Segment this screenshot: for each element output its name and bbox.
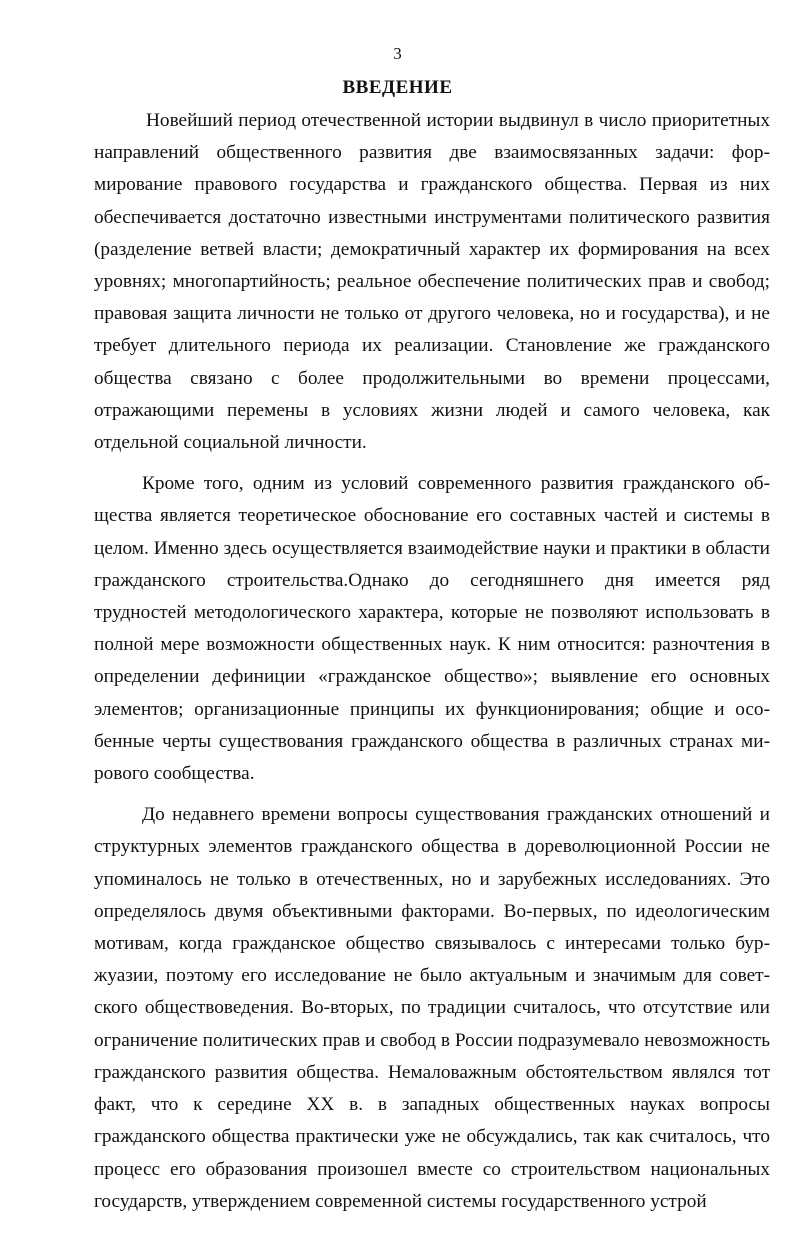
paragraph-1: Новейший период отечественной истории выдвинул в число приоритетных направлений общественного развития две взаимосвязанных задачи: формирование правового государства и гражданского общества. Первая из них обеспечивается достаточно известными инструментами политического развития (разделение ветвей власти; демократичный характер их формирования на всех уровнях; многопартийность; реальное обеспечение политических прав и свобод; правовая защита личности не только от другого человека, но и государства), и не требует длительного периода их реализации. Становление же гражданского общества связано с более продолжительными во времени процессами, отражающими перемены в условиях жизни людей и самого человека, как отдельной социальной личности. <box>94 110 770 454</box>
page-number: 3 <box>393 44 402 63</box>
paragraph-3: До недавнего времени вопросы существования гражданских отношений и структурных элементов гражданского общества в дореволюционной России не упоминалось не только в отечественных, но и зарубежных исследованиях. Это определялось двумя объективными факторами. Во-первых, по идеологическим мотивам, когда гражданское общество связывалось с интересами только буржуазии, поэтому его исследование не было актуальным и значимым для советского обществоведения. Во-вторых, по традиции считалось, что отсутствие или ограничение политических прав и свобод в России подразумевало невозможность гражданского развития общества. Немаловажным обстоятельством являлся тот факт, что к середине XX в. в западных общественных науках вопросы гражданского общества практически уже не обсуждались, так как считалось, что процесс его образования произошел вместе со строительством национальных государств, утверждением современной системы государственного устрой <box>94 804 770 1212</box>
paragraph-2: Кроме того, одним из условий современного развития гражданского общества является теоретическое обоснование его составных частей и системы в целом. Именно здесь осуществляется взаимодействие науки и практики в области гражданского строительства.Однако до сегодняшнего дня имеется ряд трудностей методологического характера, которые не позволяют использовать в полной мере возможности общественных наук. К ним относится: разночтения в определении дефиниции «гражданское общество»; выявление его основных элементов; организационные принципы их функционирования; общие и особенные черты существования гражданского общества в различных странах мирового сообщества. <box>94 473 770 785</box>
body-text <box>94 105 770 1227</box>
section-heading: ВВЕДЕНИЕ <box>342 77 453 98</box>
